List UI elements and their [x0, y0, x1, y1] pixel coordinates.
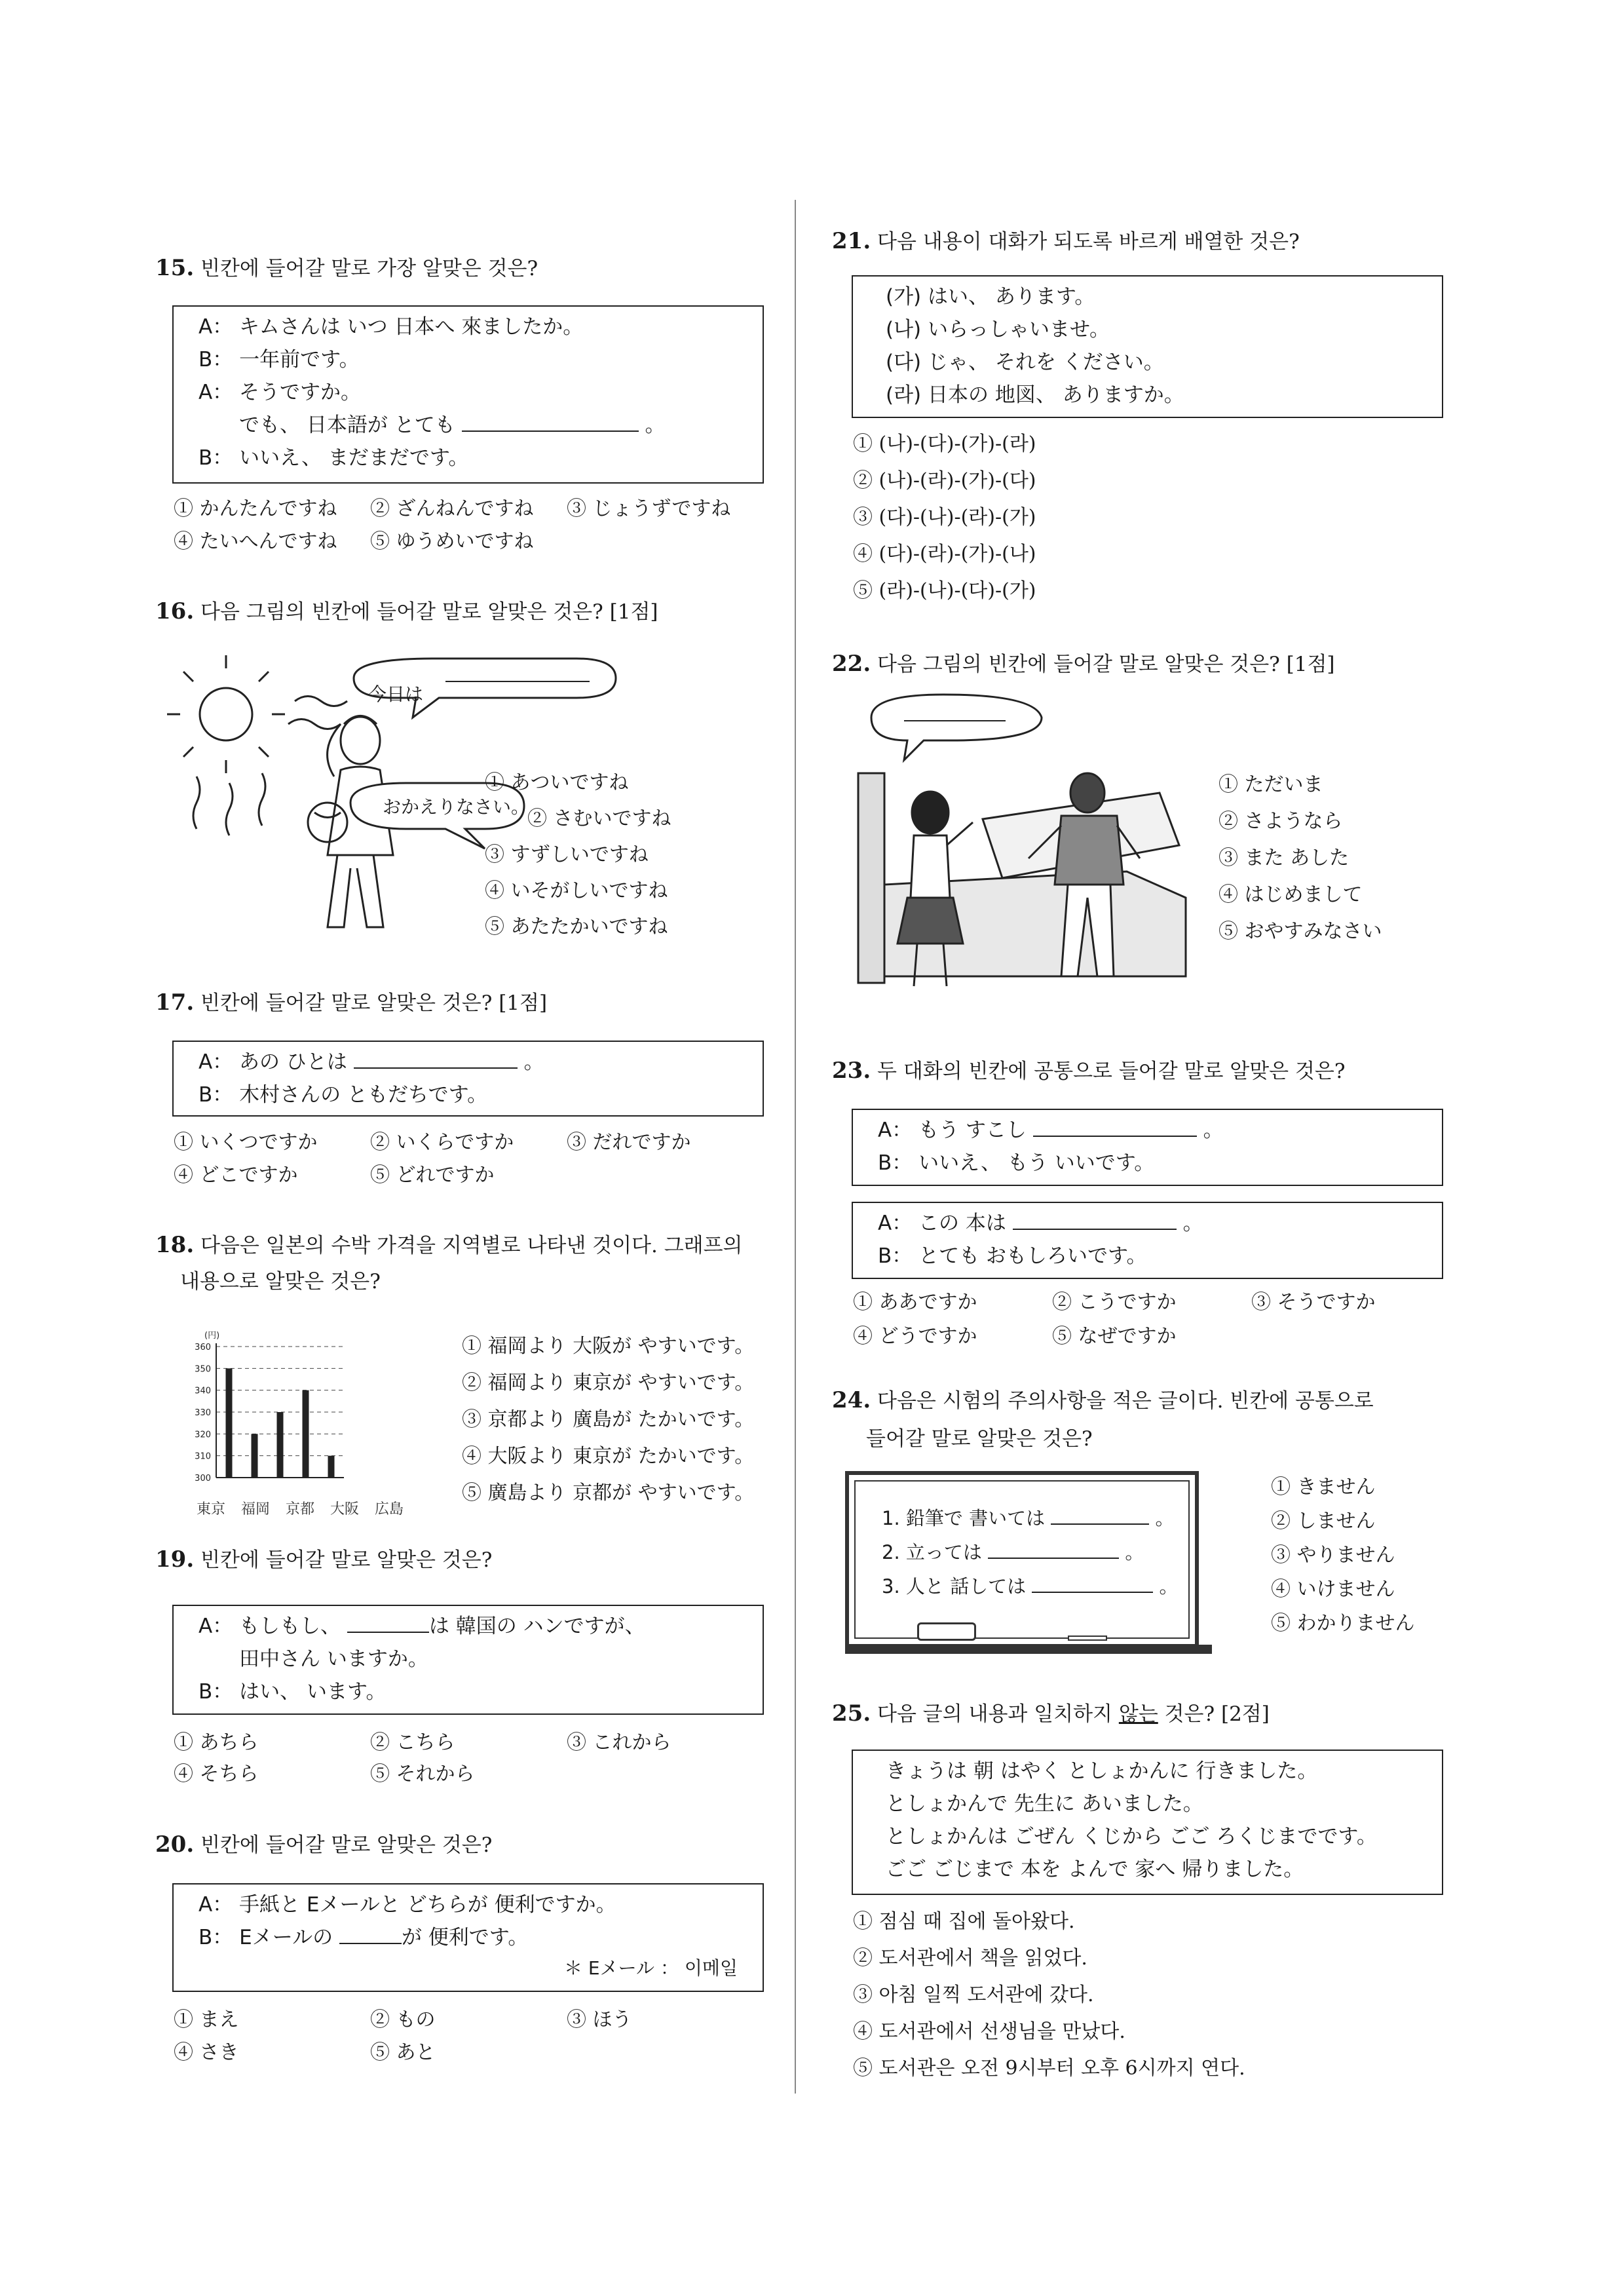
question-24-title	[832, 1387, 1374, 1414]
board-text: 3. 人と 話しては	[882, 1575, 1027, 1598]
column-divider	[795, 200, 796, 2094]
dialogue-box	[852, 275, 1443, 418]
dialogue-line: B： 木村さんの ともだちです。	[198, 1083, 488, 1107]
answer-blank	[347, 1615, 429, 1633]
question-number: 21.	[832, 228, 871, 254]
board-line	[882, 1501, 1179, 1535]
answer-blank	[462, 413, 639, 432]
question-number: 24.	[832, 1387, 871, 1413]
question-text: 다음 그림의 빈칸에 들어갈 말로 알맞은 것은? [1점]	[877, 653, 1335, 676]
question-17-title	[155, 989, 547, 1016]
dialogue-line: B： はい、 います。	[198, 1680, 387, 1704]
chart-x-tick-label: 福岡	[241, 1501, 271, 1518]
option-2[interactable]: ② こちら	[370, 1731, 455, 1754]
option-5[interactable]: ⑤ あと	[370, 2041, 436, 2064]
chart-bar	[277, 1412, 284, 1478]
question-text: 것은? [2점]	[1158, 1702, 1270, 1726]
chart-bar	[303, 1390, 309, 1478]
option-1[interactable]: ① きません	[1271, 1476, 1376, 1499]
option-5[interactable]: ⑤ あたたかいですね	[485, 915, 668, 938]
dialogue-line: A： 手紙と Eメールと どちらが 便利ですか。	[198, 1893, 616, 1917]
dialogue-line: B： 一年前です。	[198, 348, 360, 372]
question-18-title	[155, 1232, 743, 1259]
option-1[interactable]: ① まえ	[174, 2008, 239, 2031]
chart-x-tick-label: 大阪	[330, 1501, 360, 1518]
board-text: 1. 鉛筆で 書いては	[882, 1507, 1046, 1529]
option-4[interactable]: ④ いそがしいですね	[485, 879, 668, 902]
dialogue-text: が 便利です。	[401, 1926, 529, 1949]
chart-y-tick-label: 340	[195, 1386, 211, 1396]
option-4[interactable]: ④ (다)-(라)-(가)-(나)	[853, 543, 1036, 565]
option-2[interactable]: ② ざんねんですね	[370, 497, 534, 520]
dialogue-line	[198, 1643, 738, 1675]
dialogue-line: A： キムさんは いつ 日本へ 來ましたか。	[198, 315, 584, 339]
dialogue-text: でも、 日本語が とても	[239, 413, 455, 437]
dialogue-text: B： Eメールの	[198, 1926, 333, 1949]
chalk-tray	[845, 1645, 1212, 1654]
question-number: 25.	[832, 1700, 871, 1727]
answer-blank	[339, 1926, 402, 1944]
option-5[interactable]: ⑤ おやすみなさい	[1218, 920, 1382, 943]
option-2[interactable]: ② いくらですか	[370, 1131, 514, 1154]
question-22-title	[832, 651, 1335, 678]
question-19-title	[155, 1546, 492, 1573]
option-3[interactable]: ③ また あした	[1218, 847, 1350, 870]
option-5[interactable]: ⑤ どれですか	[370, 1164, 495, 1187]
dialogue-line	[198, 1921, 738, 1954]
answer-blank	[1032, 1575, 1153, 1593]
option-3[interactable]: ③ すずしいですね	[485, 843, 649, 866]
dialogue-box	[852, 1109, 1443, 1186]
dialogue-line	[198, 1046, 738, 1079]
answer-blank	[1051, 1506, 1149, 1525]
chart-y-tick-label: 320	[195, 1430, 211, 1440]
board-line	[882, 1569, 1179, 1603]
question-text: 빈칸에 들어갈 말로 알맞은 것은?	[200, 1548, 493, 1572]
option-1[interactable]: ① かんたんですね	[174, 497, 337, 520]
question-number: 18.	[155, 1232, 195, 1258]
dialogue-text: 。	[1203, 1119, 1224, 1142]
question-number: 20.	[155, 1831, 195, 1858]
board-text: 2. 立っては	[882, 1541, 982, 1563]
option-2[interactable]: ② さむいですね	[527, 807, 671, 830]
option-3[interactable]: ③ 아침 일찍 도서관에 갔다.	[853, 1983, 1094, 2006]
option-3[interactable]: ③ 京都より 廣島が たかいです。	[462, 1408, 755, 1431]
dialogue-line: B： とても おもしろいです。	[878, 1244, 1147, 1268]
question-16-title	[155, 598, 658, 625]
option-4[interactable]: ④ たいへんですね	[174, 530, 337, 553]
dialogue-line	[878, 1114, 1417, 1147]
question-text: 다음 글의 내용과 일치하지	[877, 1702, 1119, 1726]
option-1[interactable]: ① 福岡より 大阪が やすいです。	[462, 1335, 755, 1358]
dialogue-text: 田中さん いますか。	[239, 1647, 428, 1671]
dialogue-line: A： そうですか。	[198, 381, 362, 404]
option-5[interactable]: ⑤ 도서관은 오전 9시부터 오후 6시까지 연다.	[853, 2057, 1245, 2080]
option-5[interactable]: ⑤ ゆうめいですね	[370, 530, 534, 553]
dialogue-box	[172, 1605, 764, 1715]
option-4[interactable]: ④ 大阪より 東京が たかいです。	[462, 1445, 755, 1468]
question-text: 두 대화의 빈칸에 공통으로 들어갈 말로 알맞은 것은?	[877, 1060, 1346, 1083]
eraser-icon	[917, 1622, 976, 1641]
dialogue-text: A： もしもし、	[198, 1615, 341, 1638]
question-23-title	[832, 1058, 1345, 1084]
chart-y-tick-label: 300	[195, 1474, 211, 1483]
dialogue-line: (나) いらっしゃいませ。	[886, 318, 1110, 341]
speech-bubble	[871, 695, 1042, 760]
option-1[interactable]: ① ああですか	[853, 1291, 977, 1314]
chart-x-tick-label: 京都	[286, 1501, 315, 1518]
option-1[interactable]: ① あちら	[174, 1731, 259, 1754]
option-3[interactable]: ③ やりません	[1271, 1544, 1395, 1567]
option-3[interactable]: ③ じょうずですね	[567, 497, 731, 520]
option-2[interactable]: ② しません	[1271, 1510, 1376, 1533]
passage-line: としょかんで 先生に あいました。	[886, 1792, 1203, 1816]
board-line	[882, 1535, 1179, 1569]
answer-blank	[1033, 1119, 1197, 1137]
dialogue-text: A： あの ひとは	[198, 1050, 347, 1074]
chart-bar	[226, 1368, 233, 1478]
answer-blank	[354, 1050, 518, 1069]
question-number: 19.	[155, 1546, 195, 1573]
option-4[interactable]: ④ はじめまして	[1218, 883, 1363, 906]
option-5[interactable]: ⑤ わかりません	[1271, 1612, 1415, 1635]
question-text: 다음 내용이 대화가 되도록 바르게 배열한 것은?	[877, 230, 1300, 254]
question-number: 23.	[832, 1058, 871, 1084]
q22-illustration	[852, 688, 1192, 1003]
board-text: 。	[1155, 1507, 1175, 1529]
question-number: 17.	[155, 989, 195, 1016]
dialogue-line: (가) はい、 あります。	[886, 285, 1095, 309]
question-text: 빈칸에 들어갈 말로 알맞은 것은?	[200, 1833, 493, 1857]
dialogue-text: 。	[523, 1050, 544, 1074]
option-5[interactable]: ⑤ なぜですか	[1052, 1325, 1177, 1348]
option-3[interactable]: ③ だれですか	[567, 1131, 691, 1154]
option-4[interactable]: ④ そちら	[174, 1763, 259, 1786]
question-text: 다음은 시험의 주의사항을 적은 글이다. 빈칸에 공통으로	[877, 1389, 1374, 1413]
option-4[interactable]: ④ さき	[174, 2041, 239, 2064]
dialogue-box	[172, 305, 764, 484]
dialogue-line: (라) 日本の 地図、 ありますか。	[886, 383, 1184, 407]
question-text: 다음 그림의 빈칸에 들어갈 말로 알맞은 것은? [1점]	[200, 600, 658, 624]
dialogue-text: A： この 本は	[878, 1212, 1006, 1235]
dialogue-text: は 韓国の ハンですが、	[428, 1615, 645, 1638]
passage-line: ごご ごじまで 本を よんで 家へ 帰りました。	[886, 1858, 1304, 1881]
bubble-text: おかえりなさい。	[383, 796, 530, 818]
board-text: 。	[1125, 1541, 1144, 1563]
passage-line: としょかんは ごぜん くじから ごご ろくじまでです。	[886, 1825, 1377, 1848]
board-text: 。	[1159, 1575, 1179, 1598]
chart-bar	[328, 1456, 335, 1478]
option-5[interactable]: ⑤ 廣島より 京都が やすいです。	[462, 1482, 755, 1504]
option-3[interactable]: ③ ほう	[567, 2008, 632, 2031]
chart-y-tick-label: 350	[195, 1364, 211, 1375]
chart-x-tick-label: 広島	[375, 1501, 404, 1518]
chart-y-tick-label: 330	[195, 1408, 211, 1418]
bubble-text: 今日は	[368, 683, 424, 705]
option-2[interactable]: ② 도서관에서 책을 읽었다.	[853, 1947, 1087, 1970]
passage-line: きょうは 朝 はやく としょかんに 行きました。	[886, 1759, 1318, 1783]
chart-x-tick-label: 東京	[197, 1501, 226, 1518]
dialogue-line: B： いいえ、 もう いいです。	[878, 1151, 1155, 1175]
dialogue-box	[172, 1041, 764, 1117]
question-text: 다음은 일본의 수박 가격을 지역별로 나타낸 것이다. 그래프의	[200, 1234, 743, 1257]
question-21-title	[832, 228, 1300, 255]
question-text-cont: 들어갈 말로 알맞은 것은?	[866, 1427, 1093, 1451]
dialogue-box	[172, 1883, 764, 1992]
chart-y-tick-label: 310	[195, 1451, 211, 1462]
option-4[interactable]: ④ どこですか	[174, 1164, 298, 1187]
dialogue-line: B： いいえ、 まだまだです。	[198, 446, 469, 470]
chart-y-tick-label: 360	[195, 1343, 211, 1352]
dialogue-line	[198, 409, 738, 442]
question-15-title	[155, 255, 538, 282]
question-number: 22.	[832, 651, 871, 677]
question-number: 16.	[155, 598, 195, 624]
reading-passage-box	[852, 1750, 1443, 1895]
dialogue-text: 。	[1182, 1212, 1203, 1235]
sun-icon	[167, 655, 347, 835]
option-1[interactable]: ① 점심 때 집에 돌아왔다.	[853, 1910, 1075, 1933]
option-2[interactable]: ② 福岡より 東京が やすいです。	[462, 1371, 755, 1394]
option-1[interactable]: ① ただいま	[1218, 773, 1323, 796]
option-4[interactable]: ④ どうですか	[853, 1325, 977, 1348]
option-2[interactable]: ② こうですか	[1052, 1291, 1177, 1314]
footnote: ＊ Eメール ： 이메일	[564, 1957, 738, 1979]
option-3[interactable]: ③ これから	[567, 1731, 671, 1754]
question-text-cont: 내용으로 알맞은 것은?	[180, 1270, 381, 1293]
dialogue-line	[198, 1610, 738, 1643]
dialogue-box	[852, 1202, 1443, 1279]
question-text: 빈칸에 들어갈 말로 알맞은 것은? [1점]	[200, 991, 548, 1015]
door-frame	[858, 773, 884, 983]
price-bar-chart	[177, 1324, 459, 1520]
option-4[interactable]: ④ 도서관에서 선생님을 만났다.	[853, 2020, 1125, 2043]
dialogue-text: A： もう すこし	[878, 1119, 1027, 1142]
option-5[interactable]: ⑤ (라)-(나)-(다)-(가)	[853, 579, 1036, 602]
question-20-title	[155, 1831, 492, 1858]
answer-blank	[1013, 1212, 1177, 1230]
chart-bar	[252, 1434, 258, 1478]
option-1[interactable]: ① あついですね	[485, 771, 629, 794]
option-3[interactable]: ③ そうですか	[1251, 1291, 1376, 1314]
question-25-title	[832, 1700, 1270, 1727]
option-2[interactable]: ② もの	[370, 2008, 436, 2031]
option-3[interactable]: ③ (다)-(나)-(라)-(가)	[853, 506, 1036, 529]
chart-unit-label: (円)	[204, 1331, 220, 1341]
option-2[interactable]: ② (나)-(라)-(가)-(다)	[853, 469, 1036, 492]
dialogue-line	[878, 1207, 1417, 1240]
option-5[interactable]: ⑤ それから	[370, 1763, 475, 1786]
question-text: 빈칸에 들어갈 말로 가장 알맞은 것은?	[200, 257, 538, 280]
question-number: 15.	[155, 255, 195, 281]
option-4[interactable]: ④ いけません	[1271, 1578, 1395, 1601]
option-1[interactable]: ① いくつですか	[174, 1131, 318, 1154]
answer-blank	[988, 1540, 1119, 1559]
question-text-underlined: 않는	[1118, 1702, 1158, 1726]
dialogue-line: (다) じゃ、 それを ください。	[886, 351, 1164, 374]
option-1[interactable]: ① (나)-(다)-(가)-(라)	[853, 432, 1036, 455]
option-2[interactable]: ② さようなら	[1218, 810, 1343, 833]
chalk-icon	[1068, 1636, 1107, 1641]
dialogue-text: 。	[645, 413, 666, 437]
blackboard	[845, 1471, 1199, 1648]
